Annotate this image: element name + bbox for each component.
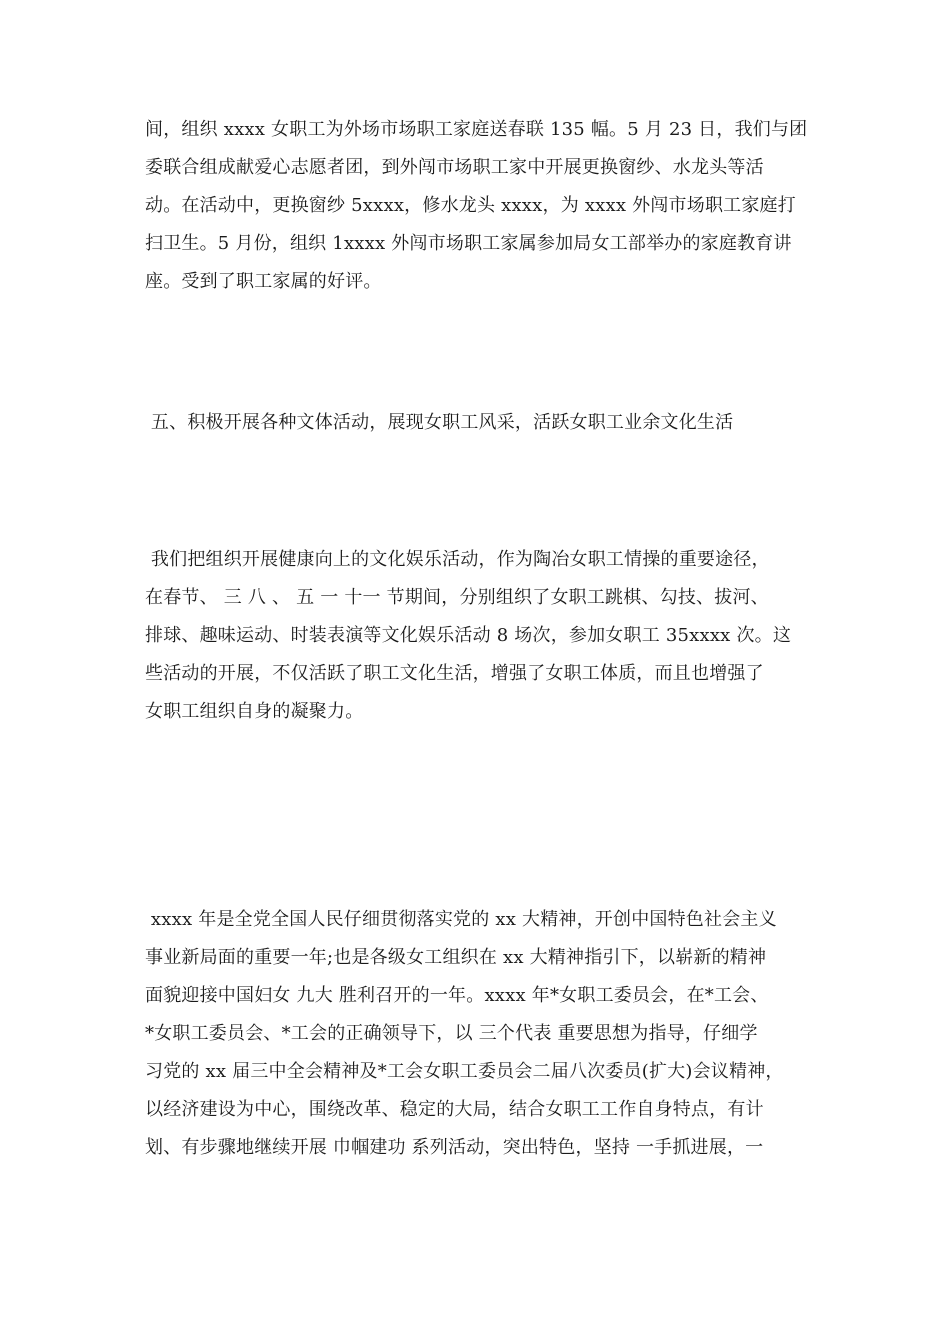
paragraph-line: 些活动的开展，不仅活跃了职工文化生活，增强了女职工体质，而且也增强了 (145, 663, 764, 684)
paragraph-line: 我们把组织开展健康向上的文化娱乐活动，作为陶冶女职工情操的重要途径， (145, 549, 770, 570)
section-heading-five: 五、积极开展各种文体活动，展现女职工风采，活跃女职工业余文化生活 (145, 412, 734, 433)
paragraph-line: 事业新局面的重要一年;也是各级女工组织在 xx 大精神指引下，以崭新的精神 (145, 947, 767, 968)
paragraph-line: 座。受到了职工家属的好评。 (145, 271, 382, 292)
paragraph-line: *女职工委员会、*工会的正确领导下，以 三个代表 重要思想为指导，仔细学 (145, 1023, 758, 1044)
paragraph-line: 女职工组织自身的凝聚力。 (145, 701, 364, 722)
paragraph-line: 间，组织 xxxx 女职工为外场市场职工家庭送春联 135 幅。5 月 23 日，我们与团 (145, 119, 808, 140)
paragraph-line: 面貌迎接中国妇女 九大 胜利召开的一年。xxxx 年*女职工委员会，在*工会、 (145, 985, 769, 1006)
paragraph-line: 划、有步骤地继续开展 巾帼建功 系列活动，突出特色，坚持 一手抓进展，一 (145, 1137, 764, 1158)
paragraph-line: 排球、趣味运动、时装表演等文化娱乐活动 8 场次，参加女职工 35xxxx 次。这 (145, 625, 792, 646)
paragraph-line: 以经济建设为中心，围绕改革、稳定的大局，结合女职工工作自身特点，有计 (145, 1099, 764, 1120)
paragraph-line: 习党的 xx 届三中全会精神及*工会女职工委员会二届八次委员(扩大)会议精神， (145, 1061, 784, 1082)
paragraph-line: 在春节、 三 八 、 五 一 十一 节期间，分别组织了女职工跳棋、勾技、拔河、 (145, 587, 769, 608)
paragraph-line: 动。在活动中，更换窗纱 5xxxx，修水龙头 xxxx，为 xxxx 外闯市场职工家庭打 (145, 195, 796, 216)
paragraph-line: 委联合组成献爱心志愿者团，到外闯市场职工家中开展更换窗纱、水龙头等活 (145, 157, 764, 178)
paragraph-line: xxxx 年是全党全国人民仔细贯彻落实党的 xx 大精神，开创中国特色社会主义 (145, 909, 777, 930)
paragraph-line: 扫卫生。5 月份，组织 1xxxx 外闯市场职工家属参加局女工部举办的家庭教育讲 (145, 233, 792, 254)
